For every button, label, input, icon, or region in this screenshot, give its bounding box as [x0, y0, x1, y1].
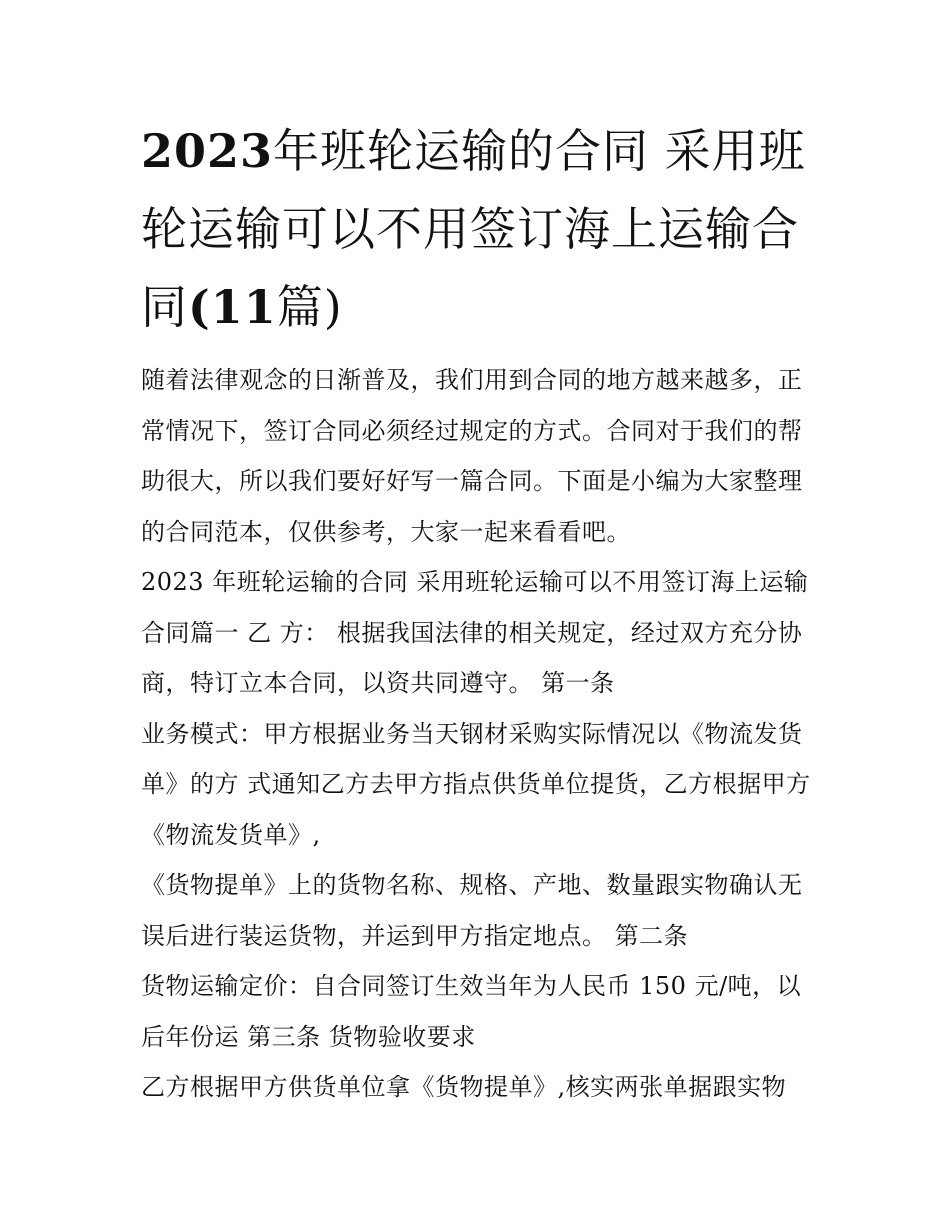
intro-paragraph: 随着法律观念的日渐普及，我们用到合同的地方越来越多，正常情况下，签订合同必须经过规定的方式。合同对于我们的帮助很大，所以我们要好好写一篇合同。下面是小编为大家整理的合同范本，仅供参考，大家一起来看看吧。 [141, 366, 803, 546]
paragraph-heading-article-1: 2023 年班轮运输的合同 采用班轮运输可以不用签订海上运输合同篇一 乙 方： 根据我国法律的相关规定，经过双方充分协商，特订立本合同，以资共同遵守。 第一条 [141, 568, 809, 697]
paragraph-pricing: 货物运输定价：自合同签订生效当年为人民币 150 元/吨，以后年份运 第三条 货物验收要求 [141, 972, 802, 1051]
title-count: (11 [188, 280, 277, 334]
title-suffix: 篇) [276, 280, 343, 334]
title-year: 2023 [141, 124, 274, 178]
title-text: 年班轮运输的合同 采用班轮运输可以不用签订海上运输合同 [141, 124, 806, 334]
document-body [141, 355, 816, 1113]
paragraph-bill-of-lading: 《货物提单》上的货物名称、规格、产地、数量跟实物确认无误后进行装运货物，并运到甲方指定地点。 第二条 [141, 871, 803, 950]
paragraph-business-mode: 业务模式：甲方根据业务当天钢材采购实际情况以《物流发货单》的方 式通知乙方去甲方指点供货单位提货，乙方根据甲方《物流发货单》, [141, 719, 811, 849]
paragraph-inspection: 乙方根据甲方供货单位拿《货物提单》,核实两张单据跟实物 [141, 1073, 787, 1101]
document-title [141, 112, 821, 346]
